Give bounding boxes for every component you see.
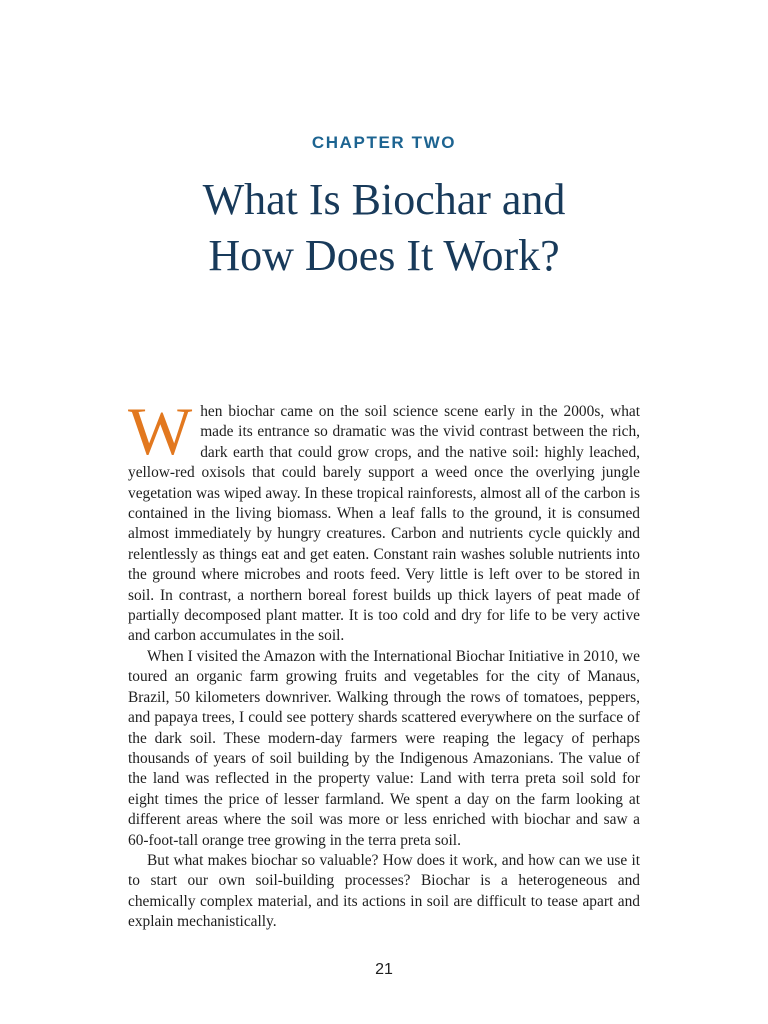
chapter-title-line-1: What Is Biochar and [202, 175, 566, 224]
chapter-body [128, 393, 640, 933]
chapter-title-line-2: How Does It Work? [208, 231, 560, 280]
paragraph-1-text: hen biochar came on the soil science scene early in the 2000s, what made its entrance so dramatic was the vivid contrast between the rich, dark earth that could grow crops, and the native soil: highly leached, yellow-red oxisols that could barely support a weed once the overlying jungle vegetation was wiped away. In these tropical rainforests, almost all of the carbon is contained in the living biomass. When a leaf falls to the ground, it is consumed almost immediately by hungry creatures. Carbon and nutrients cycle quickly and relentlessly as things eat and get eaten. Constant rain washes soluble nutrients into the ground where microbes and roots feed. Very little is left over to be stored in soil. In contrast, a northern boreal forest builds up thick layers of peat made of partially decomposed plant matter. It is too cold and dry for life to be very active and carbon accumulates in the soil. [128, 403, 640, 645]
paragraph-2: When I visited the Amazon with the International Biochar Initiative in 2010, we toured an organic farm growing fruits and vegetables for the city of Manaus, Brazil, 50 kilometers downriver. Walking through the rows of tomatoes, peppers, and papaya trees, I could see pottery shards scattered everywhere on the surface of the dark soil. These modern-day farmers were reaping the legacy of perhaps thousands of years of soil building by the Indigenous Amazonians. The value of the land was reflected in the property value: Land with terra preta soil sold for eight times the price of lesser farmland. We spent a day on the farm looking at different areas where the soil was more or less enriched with biochar and saw a 60-foot-tall orange tree growing in the terra preta soil. [128, 647, 640, 849]
chapter-label: CHAPTER TWO [311, 133, 457, 152]
paragraph-3: But what makes biochar so valuable? How does it work, and how can we use it to start our own soil-building processes? Biochar is a heterogeneous and chemically complex material, and its actions in soil are difficult to tease apart and explain mechanistically. [128, 851, 640, 931]
paragraph-1 [128, 393, 640, 647]
chapter-title [0, 172, 768, 284]
drop-cap: W [128, 393, 193, 469]
page-number: 21 [375, 961, 393, 978]
